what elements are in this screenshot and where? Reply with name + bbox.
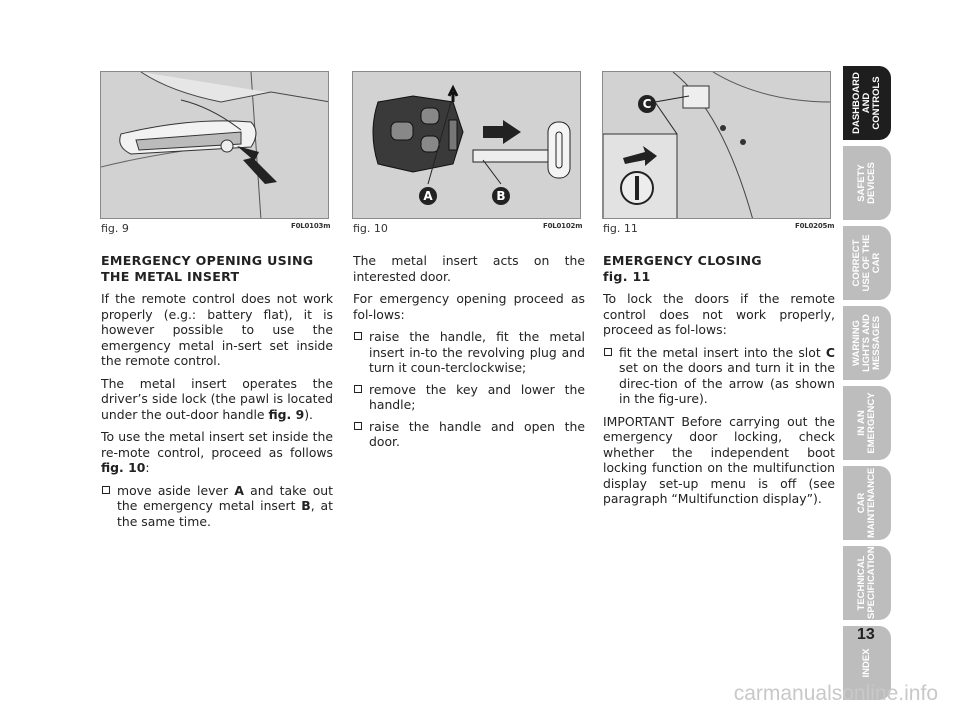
tab-label: WARNING LIGHTS AND MESSAGES <box>851 314 882 372</box>
tab-label: DASHBOARD AND CONTROLS <box>851 72 882 134</box>
marker-b: B <box>496 189 506 203</box>
figure-11-code: F0L0205m <box>795 222 835 230</box>
paragraph: The metal insert acts on the interested door. <box>353 253 585 284</box>
figure-reference: fig. 10 <box>101 460 146 475</box>
figure-11-illustration <box>602 71 831 219</box>
list-item <box>353 419 585 450</box>
part-letter: B <box>301 498 311 513</box>
tab-label: IN AN EMERGENCY <box>856 392 877 454</box>
bullet-list <box>101 483 333 530</box>
paragraph-text: : <box>145 460 150 475</box>
tab-technical-specifications[interactable] <box>843 540 891 620</box>
paragraph-text: The metal insert operates the driver’s side lock (the pawl is located under the out-door handle <box>101 375 333 422</box>
list-item-text: raise the handle and open the door. <box>369 418 585 449</box>
figure-10-illustration <box>352 71 581 219</box>
heading-line: EMERGENCY CLOSING <box>603 253 762 268</box>
watermark: carmanualsonline.info <box>733 682 938 705</box>
checkbox-bullet-icon <box>354 385 362 393</box>
paragraph <box>101 376 333 423</box>
section-tabs <box>843 66 891 706</box>
heading-figure-reference: fig. 11 <box>603 269 651 284</box>
tab-dashboard-and-controls[interactable] <box>843 66 891 140</box>
list-item <box>353 329 585 376</box>
list-item-text: remove the key and lower the handle; <box>369 381 585 412</box>
column-emergency-opening <box>101 253 333 536</box>
page-number: 13 <box>857 626 875 643</box>
list-item-text: raise the handle, fit the metal insert in-to the revolving plug and turn it coun-terclockwise; <box>369 329 585 375</box>
section-heading-emergency-closing <box>603 253 835 285</box>
tab-label: CORRECT USE OF THE CAR <box>851 234 882 292</box>
tab-label: CAR MAINTENANCE <box>856 467 877 538</box>
figure-11-label: fig. 11 <box>603 222 638 235</box>
part-letter: A <box>234 482 244 498</box>
paragraph-text: ). <box>304 406 313 422</box>
part-letter: C <box>825 344 835 360</box>
checkbox-bullet-icon <box>354 332 362 340</box>
list-item-text: set on the doors and turn it in the direc-tion of the arrow (as shown in the fig-ure). <box>619 360 835 406</box>
list-item-text: fit the metal insert into the slot <box>619 344 826 360</box>
list-item <box>353 382 585 413</box>
figure-9-code: F0L0103m <box>291 222 331 230</box>
list-item-text: move aside lever <box>117 482 235 498</box>
paragraph-text: To use the metal insert set inside the re-mote control, proceed as follows <box>101 429 333 460</box>
paragraph: To lock the doors if the remote control does not work properly, proceed as fol-lows: <box>603 291 835 337</box>
paragraph: If the remote control does not work properly (e.g.: battery flat), it is however possible to use the emergency metal in-sert set inside the remote control. <box>101 291 333 368</box>
figure-reference: fig. 9 <box>268 406 305 422</box>
paragraph: For emergency opening proceed as fol-lows: <box>353 291 585 322</box>
tab-warning-lights[interactable] <box>843 306 891 380</box>
figure-10-label: fig. 10 <box>353 222 388 235</box>
list-item-text: and take out the emergency metal insert <box>117 482 333 513</box>
figure-10-code: F0L0102m <box>543 222 583 230</box>
tab-car-maintenance[interactable] <box>843 466 891 540</box>
tab-label: INDEX <box>861 648 872 678</box>
list-item <box>603 345 835 407</box>
tab-in-an-emergency[interactable] <box>843 386 891 460</box>
list-item-text: , at the same time. <box>117 498 333 529</box>
figure-9-illustration <box>100 71 329 219</box>
paragraph <box>101 429 333 476</box>
marker-c: C <box>642 97 652 111</box>
tab-label: SAFETY DEVICES <box>856 162 877 204</box>
column-emergency-closing <box>603 253 835 514</box>
paragraph-important: IMPORTANT Before carrying out the emergency door locking, check whether the independent boot locking function on the multifunction display set-up menu is off (see paragraph “Multifunction display”). <box>603 413 835 506</box>
checkbox-bullet-icon <box>354 422 362 430</box>
bullet-list <box>353 329 585 450</box>
section-heading-emergency-opening: EMERGENCY OPENING USING THE METAL INSERT <box>101 253 314 284</box>
bullet-list <box>603 345 835 407</box>
marker-a: A <box>423 189 433 203</box>
checkbox-bullet-icon <box>604 348 612 356</box>
tab-correct-use[interactable] <box>843 226 891 300</box>
figure-9-label: fig. 9 <box>101 222 129 235</box>
column-emergency-opening-steps <box>353 253 585 457</box>
tab-safety-devices[interactable] <box>843 146 891 220</box>
tab-label: TECHNICAL SPECIFICATIONS <box>856 540 877 619</box>
list-item <box>101 483 333 530</box>
checkbox-bullet-icon <box>102 486 110 494</box>
